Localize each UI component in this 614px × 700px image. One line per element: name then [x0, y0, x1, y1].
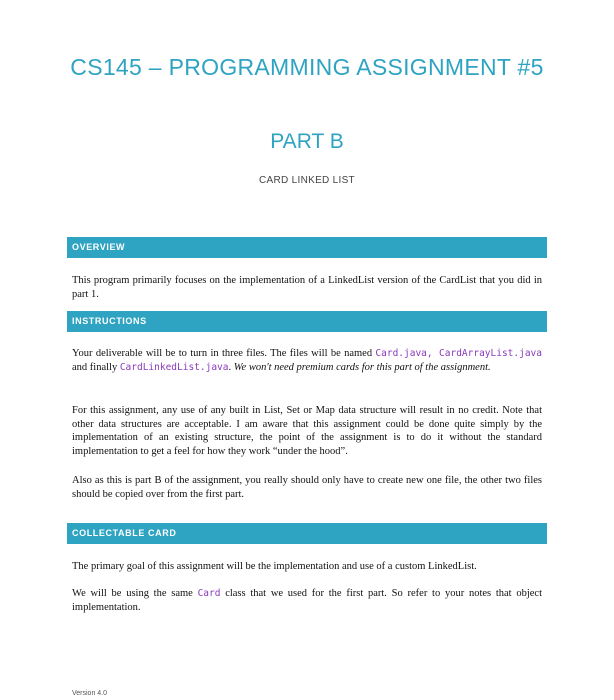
- instructions-text: and finally: [72, 361, 120, 373]
- page-title: CS145 – PROGRAMMING ASSIGNMENT #5: [70, 54, 544, 80]
- instructions-paragraph-3: Also as this is part B of the assignment, you really should only have to create new one file, the other two files should be copied over from the first part.: [72, 475, 542, 500]
- collectable-card-heading: COLLECTABLE CARD: [67, 523, 547, 544]
- class-name-card: Card: [197, 588, 221, 599]
- overview-heading: OVERVIEW: [67, 237, 547, 258]
- instructions-text: Your deliverable will be to turn in three files. The files will be named: [72, 348, 376, 359]
- file-name-card-linked-list: CardLinkedList.java: [119, 361, 229, 373]
- instructions-heading: INSTRUCTIONS: [67, 311, 547, 332]
- collectable-paragraph-1: The primary goal of this assignment will be the implementation and use of a custom LinkedList.: [72, 561, 477, 572]
- instructions-paragraph-2: For this assignment, any use of any built in List, Set or Map data structure will result in no credit. Note that other data structures are acceptable. I am aware that this assignment could be done quite simply by the implementation of an existing structure, the point of the assignment is to do it without the standard implementation to get a feel for how they work “under the hood”.: [72, 405, 542, 457]
- part-title: PART B: [270, 130, 344, 153]
- collectable-text: We will be using the same: [72, 588, 198, 599]
- overview-paragraph: This program primarily focuses on the implementation of a LinkedList version of the CardList that you did in part 1.: [72, 275, 542, 300]
- page-subtitle: CARD LINKED LIST: [259, 175, 355, 186]
- premium-cards-note: We won't need premium cards for this part of the assignment.: [233, 361, 491, 373]
- collectable-paragraph-2: [72, 587, 542, 614]
- collectable-text: class that we used for the first part. So refer to your notes that object implementation.: [72, 588, 542, 613]
- file-name-card: Card.java: [375, 348, 427, 359]
- file-name-card-array-list: CardArrayList.java: [439, 348, 542, 359]
- code-separator: ,: [426, 348, 440, 359]
- instructions-text: .: [228, 361, 234, 373]
- version-footer: Version 4.0: [72, 690, 108, 697]
- instructions-paragraph-1: [72, 347, 542, 374]
